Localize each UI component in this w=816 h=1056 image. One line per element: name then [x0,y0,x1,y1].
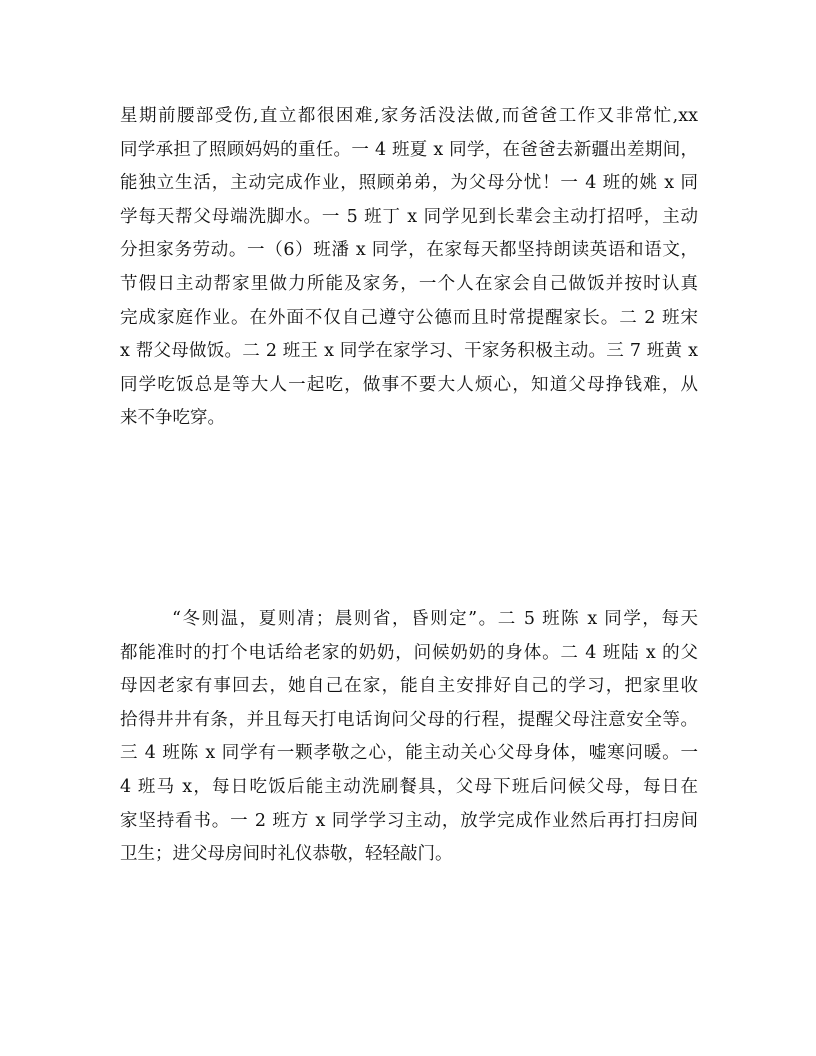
paragraph-line: 分担家务劳动。一（6）班潘 x 同学，在家每天都坚持朗读英语和语文， [120,240,698,261]
paragraph-line: 母因老家有事回去，她自己在家，能自主安排好自己的学习，把家里收 [120,676,698,697]
paragraph-line: 拾得井井有条，并且每天打电话询问父母的行程，提醒父母注意安全等。 [120,709,698,730]
paragraph-line: 卫生；进父母房间时礼仪恭敬，轻轻敲门。 [120,844,453,865]
paragraph-line: 家坚持看书。一 2 班方 x 同学学习主动，放学完成作业然后再打扫房间 [120,810,698,831]
paragraph-line: 完成家庭作业。在外面不仅自己遵守公德而且时常提醒家长。二 2 班宋 [120,307,698,328]
paragraph-line: 节假日主动帮家里做力所能及家务，一个人在家会自己做饭并按时认真 [120,273,698,294]
paragraph-line: 三 4 班陈 x 同学有一颗孝敬之心，能主动关心父母身体，嘘寒问暖。一 [120,743,698,764]
paragraph-line: 同学吃饭总是等大人一起吃，做事不要大人烦心，知道父母挣钱难，从 [120,374,698,395]
paragraph-line: 4 班马 x，每日吃饭后能主动洗刷餐具，父母下班后问候父母，每日在 [120,776,698,797]
paragraph-line: x 帮父母做饭。二 2 班王 x 同学在家学习、干家务积极主动。三 7 班黄 x [120,341,698,362]
paragraph-line: 同学承担了照顾妈妈的重任。一 4 班夏 x 同学，在爸爸去新疆出差期间， [120,139,698,160]
paragraph-line: 星期前腰部受伤,直立都很困难,家务活没法做,而爸爸工作又非常忙,xx [120,106,698,126]
paragraph-line: 来不争吃穿。 [120,408,225,429]
paragraph-line: 都能准时的打个电话给老家的奶奶，问候奶奶的身体。二 4 班陆 x 的父 [120,642,698,663]
paragraph-2 [120,603,698,872]
paragraph-line: 学每天帮父母端洗脚水。一 5 班丁 x 同学见到长辈会主动打招呼，主动 [120,206,698,227]
paragraph-line: 能独立生活，主动完成作业，照顾弟弟，为父母分忧！一 4 班的姚 x 同 [120,173,698,194]
paragraph-line: “冬则温，夏则凊；晨则省，昏则定”。二 5 班陈 x 同学，每天 [172,609,698,629]
paragraph-1 [120,100,698,436]
